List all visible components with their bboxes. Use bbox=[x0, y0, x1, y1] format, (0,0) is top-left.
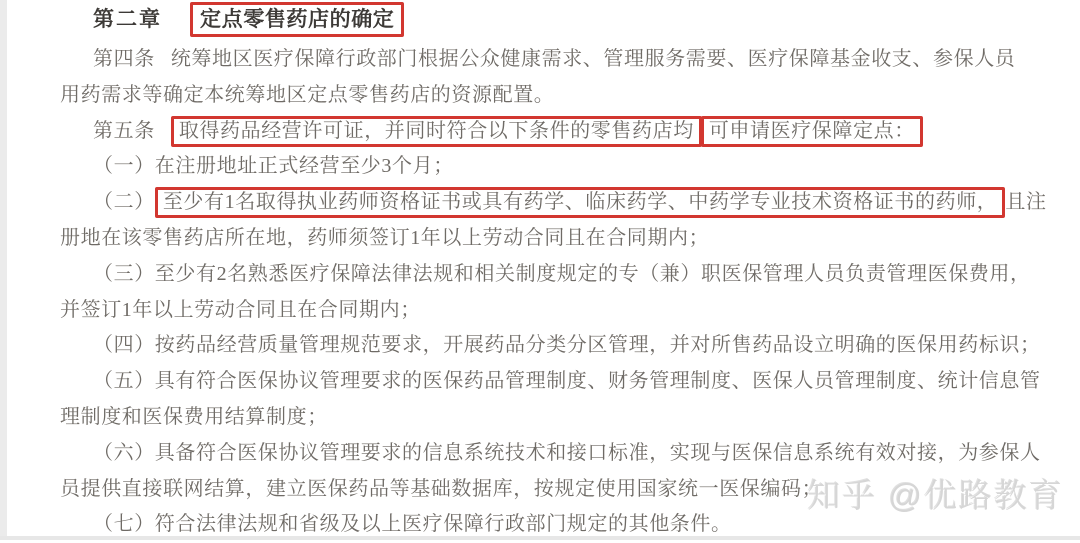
watermark bbox=[807, 470, 1064, 517]
item-6-text: （六）具备符合医保协议管理要求的信息系统技术和接口标准，实现与医保信息系统有效对接，为参保人 bbox=[93, 441, 1041, 464]
article-5-item-2-line-1 bbox=[60, 185, 1050, 221]
article-5-item-5-line-2 bbox=[60, 400, 1050, 436]
item-7-text: （七）符合法律法规和省级及以上医疗保障行政部门规定的其他条件。 bbox=[93, 513, 732, 536]
item-6-text-continued: 员提供直接联网结算，建立医保药品等基础数据库，按规定使用国家统一医保编码； bbox=[60, 477, 823, 500]
item-1-text: （一）在注册地址正式经营至少3个月； bbox=[93, 155, 454, 178]
article-5-item-1 bbox=[60, 149, 1050, 185]
item-2-suffix: 且注 bbox=[1005, 191, 1047, 214]
article-5-boxed-text-1: 取得药品经营许可证，并同时符合以下条件的零售药店均 bbox=[178, 119, 694, 142]
bottom-edge-divider bbox=[0, 536, 1080, 540]
item-4-text: （四）按药品经营质量管理规范要求，开展药品分类分区管理，并对所售药品设立明确的医保用药标识； bbox=[93, 334, 1041, 357]
article-4-line-1 bbox=[60, 42, 1050, 78]
article-5-item-3-line-2 bbox=[60, 293, 1050, 329]
chapter-title: 定点零售药店的确定 bbox=[200, 7, 395, 31]
chapter-number: 第二章 bbox=[93, 7, 162, 31]
chapter-heading bbox=[60, 0, 1050, 42]
article-4-label: 第四条 bbox=[93, 48, 155, 70]
item-2-prefix: （二） bbox=[93, 191, 155, 214]
item-5-text-continued: 理制度和医保费用结算制度； bbox=[60, 405, 328, 428]
document-body bbox=[60, 0, 1050, 543]
item-2-highlight-box bbox=[155, 187, 1006, 218]
item-2-boxed-text: 至少有1名取得执业药师资格证书或具有药学、临床药学、中药学专业技术资格证书的药师， bbox=[162, 191, 998, 214]
article-5-boxed-text-2: 可申请医疗保障定点： bbox=[708, 119, 915, 142]
article-5-item-4 bbox=[60, 328, 1050, 364]
item-5-text: （五）具有符合医保协议管理要求的医保药品管理制度、财务管理制度、医保人员管理制度、统计信息管 bbox=[93, 370, 1041, 393]
article-5-line-1 bbox=[60, 114, 1050, 150]
article-4-text-continued: 用药需求等确定本统筹地区定点零售药店的资源配置。 bbox=[60, 83, 555, 106]
article-4-line-2 bbox=[60, 78, 1050, 114]
item-3-text-continued: 并签订1年以上劳动合同且在合同期内； bbox=[60, 298, 421, 321]
chapter-title-highlight-box bbox=[190, 2, 404, 37]
article-5-item-3-line-1 bbox=[60, 257, 1050, 293]
article-5-item-6-line-1 bbox=[60, 436, 1050, 472]
article-5-highlight-box-2 bbox=[701, 116, 923, 147]
left-edge-divider bbox=[0, 0, 7, 540]
article-5-item-2-line-2 bbox=[60, 221, 1050, 257]
article-4-text: 统筹地区医疗保障行政部门根据公众健康需求、管理服务需要、医疗保障基金收支、参保人员 bbox=[170, 48, 1016, 70]
article-5-highlight-box-1 bbox=[171, 116, 702, 147]
article-5-item-5-line-1 bbox=[60, 364, 1050, 400]
item-3-text: （三）至少有2名熟悉医疗保障法律法规和相关制度规定的专（兼）职医保管理人员负责管理医保费用， bbox=[93, 262, 1031, 285]
watermark-text: 知乎 @优路教育 bbox=[807, 477, 1064, 514]
item-2-text-continued: 册地在该零售药店所在地，药师须签订1年以上劳动合同且在合同期内； bbox=[60, 226, 710, 249]
article-5-label: 第五条 bbox=[93, 119, 155, 142]
